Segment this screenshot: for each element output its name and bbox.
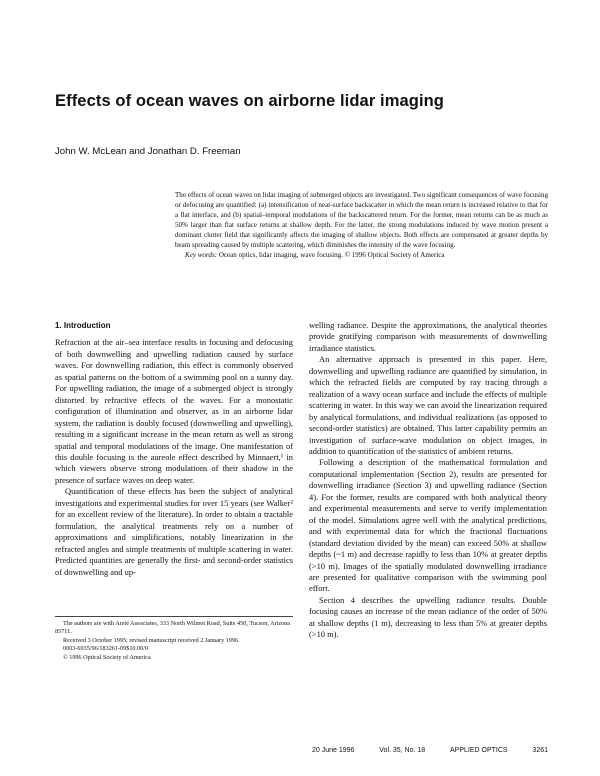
footer-journal: APPLIED OPTICS bbox=[450, 747, 508, 754]
footnote-affiliation: The authors are with Areté Associates, 333 North Wilmot Road, Suite 450, Tucson, Arizona 85711. bbox=[55, 620, 290, 636]
paragraph: Refraction at the air–sea interface results in focusing and defocusing of both downwelling and upwelling radiation caused by surface waves. For downwelling radiation, this effect is commonly observed as spatial patterns on the bottom of a swimming pool on a sunny day. For upwelling radiation, the image of a submerged object is strongly distorted by refractive effects of the waves. For a monostatic configuration of illumination and observer, as in an airborne lidar system, the radiation is doubly focused (downwelling and upwelling), resulting in a significant increase in the mean return as well as strong spatial and temporal modulations of the image. One manifestation of this double focusing is the aureole effect described by Minnaert,¹ in which viewers observe strong modulations of their shadow in the presence of surface waves on deep water. bbox=[55, 337, 293, 485]
keywords: Ocean optics, lidar imaging, wave focusing. bbox=[218, 251, 343, 260]
article-title: Effects of ocean waves on airborne lidar imaging bbox=[55, 92, 444, 110]
page-footer bbox=[312, 747, 548, 754]
paragraph: Following a description of the mathematical formulation and computational implementation (Section 2), results are presented for downwelling irradiance (Section 3) and upwelling radiance (Section 4). For the former, results are compared with both analytical theory and experimental measurements and serve to verify implementation of the model. Simulations agree well with the analytical predictions, and with experimental data for which the fractional fluctuations (standard deviation divided by the mean) can exceed 50% at shallow depths (~1 m) and decrease rapidly to less than 10% at greater depths (>10 m). Images of the spatially modulated downwelling irradiance are presented for qualitative comparison with the swimming pool effort. bbox=[309, 457, 547, 594]
keywords-label: Key words: bbox=[185, 251, 218, 260]
paragraph: Quantification of these effects has been the subject of analytical investigations and experimental studies for over 15 years (see Walker² for an excellent review of the literature). In order to obtain a tractable formulation, the analytical treatments rely on a number of approximations and simplifications, notably linearization in the refracted angles and simple treatments of multiple scattering in water. Predicted quantities are generally the first- and second-order statistics of downwelling and up- bbox=[55, 486, 293, 577]
footnote-received: Received 3 October 1995; revised manuscript received 2 January 1996. bbox=[63, 636, 240, 644]
right-column bbox=[309, 320, 547, 641]
footer-volume: Vol. 35, No. 18 bbox=[379, 747, 426, 754]
abstract-copyright: © 1996 Optical Society of America bbox=[344, 251, 445, 260]
footnote-code: 0003-6935/96/183261-09$10.00/0 bbox=[63, 645, 149, 653]
author-list: John W. McLean and Jonathan D. Freeman bbox=[55, 146, 241, 157]
footnote-copyright: © 1996 Optical Society of America bbox=[63, 653, 151, 661]
abstract bbox=[175, 190, 548, 260]
left-column bbox=[55, 320, 293, 578]
section-heading: 1. Introduction bbox=[55, 321, 111, 330]
paragraph: Section 4 describes the upwelling radiance results. Double focusing causes an increase of the mean radiance of the order of 50% at shallow depths (1 m), decreasing to less than 5% at greater depths (>10 m). bbox=[309, 594, 547, 640]
keywords-line bbox=[175, 250, 548, 260]
paragraph: An alternative approach is presented in this paper. Here, downwelling and upwelling radiance are quantified by simulation, in which the refracted fields are computed by ray tracing through a realization of a wavy ocean surface and include the effects of multiple scattering in water. In this way we can avoid the linearization required by analytical formulations, and individual realizations (as opposed to second-order statistics) are obtained. This latter capability permits an investigation of surface-wave modulation on object images, in addition to quantification of the statistics of ambient returns. bbox=[309, 354, 547, 456]
footnote bbox=[55, 616, 293, 662]
abstract-text: The effects of ocean waves on lidar imaging of submerged objects are investigated. Two significant consequences of wave focusing or defocusing are quantified: (a) intensification of near-surface backscatter in which the mean return is increased relative to that for a flat interface, and (b) spatial–temporal modulations of the backscattered return. For the former, mean returns can be as much as 50% larger than flat surface returns at shallow depth. For the latter, the strong modulations induced by wave motion present a dominant clutter field that significantly affects the imaging of shallow objects. Both effects are compensated at greater depths by beam spreading caused by multiple scattering, which diminishes the intensity of the wave focusing. bbox=[175, 191, 548, 250]
footer-date: 20 June 1996 bbox=[312, 747, 355, 754]
paragraph: welling radiance. Despite the approximations, the analytical theories provide gratifying comparison with measurements of downwelling irradiance statistics. bbox=[309, 320, 547, 353]
page-number: 3261 bbox=[532, 747, 548, 754]
